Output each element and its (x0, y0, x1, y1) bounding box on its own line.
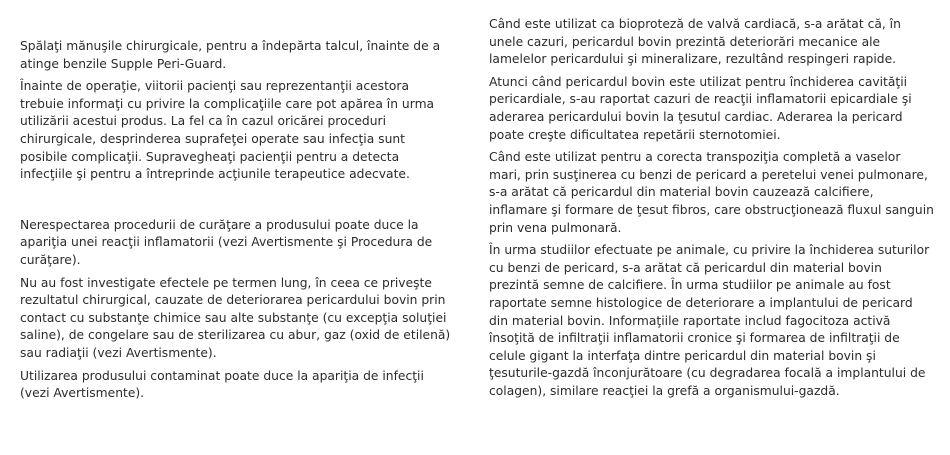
paragraph-cleaning-procedure: Nerespectarea procedurii de curăţare a produsului poate duce la apariţia unei reacţii inflamatorii (vezi Avertismente şi Procedura de curăţare). (20, 217, 433, 267)
paragraph-animal-studies: În urma studiilor efectuate pe animale, cu privire la închiderea suturilor cu benzi de pericard, s-a arătat că pericardul din material bovin prezintă semne de calcifiere. În urma studiilor pe animale au fost raportate semne histologice de deteriorare a implantului de pericard din material bovin. Informaţiile raportate includ fagocitoza activă însoţită de infiltraţii inflamatorii cronice şi formarea de infiltraţii de celule gigant la interfaţa dintre pericardul din material bovin şi ţesuturile-gazdă înconjurătoare (cu degradarea focală a implantului de colagen), similare reacţiei la grefă a organismului-gazdă. (489, 243, 930, 398)
paragraph-gap (20, 189, 452, 217)
paragraph-heart-valve: Când este utilizat ca bioproteză de valvă cardiacă, s-a arătat că, în unele cazuri, pericardul bovin prezintă deteriorări mecanice ale lamelelor pericardului şi mineralizare, rezultând respingeri rapide. (489, 17, 901, 67)
paragraph-great-vessels: Când este utilizat pentru a corecta transpoziţia completă a vaselor mari, prin susţinerea cu benzi de pericard a peretelui venei pulmonare, s-a arătat că pericardul din material bovin cauzează calcifiere, inflamare şi formare de ţesut fibros, care obstrucţionează fluxul sanguin prin vena pulmonară. (489, 150, 934, 235)
paragraph-patient-information: Înainte de operaţie, viitorii pacienţi sau reprezentanţii acestora trebuie informaţi cu privire la complicaţiile care pot apărea în urma utilizării acestui produs. La fel ca în cazul oricărei proceduri chirurgicale, desprinderea suprafeţei operate sau infecţia sunt posibile complicaţii. Supravegheaţi pacienţii pentru a detecta infecţiile şi pentru a întreprinde acţiunile terapeutice adecvate. (20, 79, 435, 182)
paragraph-glove-washing: Spălaţi mănuşile chirurgicale, pentru a îndepărta talcul, înainte de a atinge benzile Supple Peri-Guard. (20, 39, 441, 71)
paragraph-pericardial-closure: Atunci când pericardul bovin este utilizat pentru închiderea cavităţii pericardiale, s-au raportat cazuri de reacţii inflamatorii epicardiale şi aderarea pericardului bovin la ţesutul cardiac. Aderarea la pericard poate creşte dificultatea repetării sternotomiei. (489, 74, 912, 142)
paragraph-long-term-effects: Nu au fost investigate efectele pe termen lung, în ceea ce priveşte rezultatul chirurgical, cauzate de deteriorarea pericardului bovin prin contact cu substanţe chimice sau alte substanţe (cu excepţia soluţiei saline), de congelare sau de sterilizarea cu abur, gaz (oxid de etilenă) sau radiaţii (vezi Avertismente). (20, 275, 451, 360)
right-column (489, 0, 934, 405)
paragraph-contamination: Utilizarea produsului contaminat poate duce la apariţia de infecţii (vezi Avertismente). (20, 368, 424, 401)
left-column (20, 0, 452, 408)
